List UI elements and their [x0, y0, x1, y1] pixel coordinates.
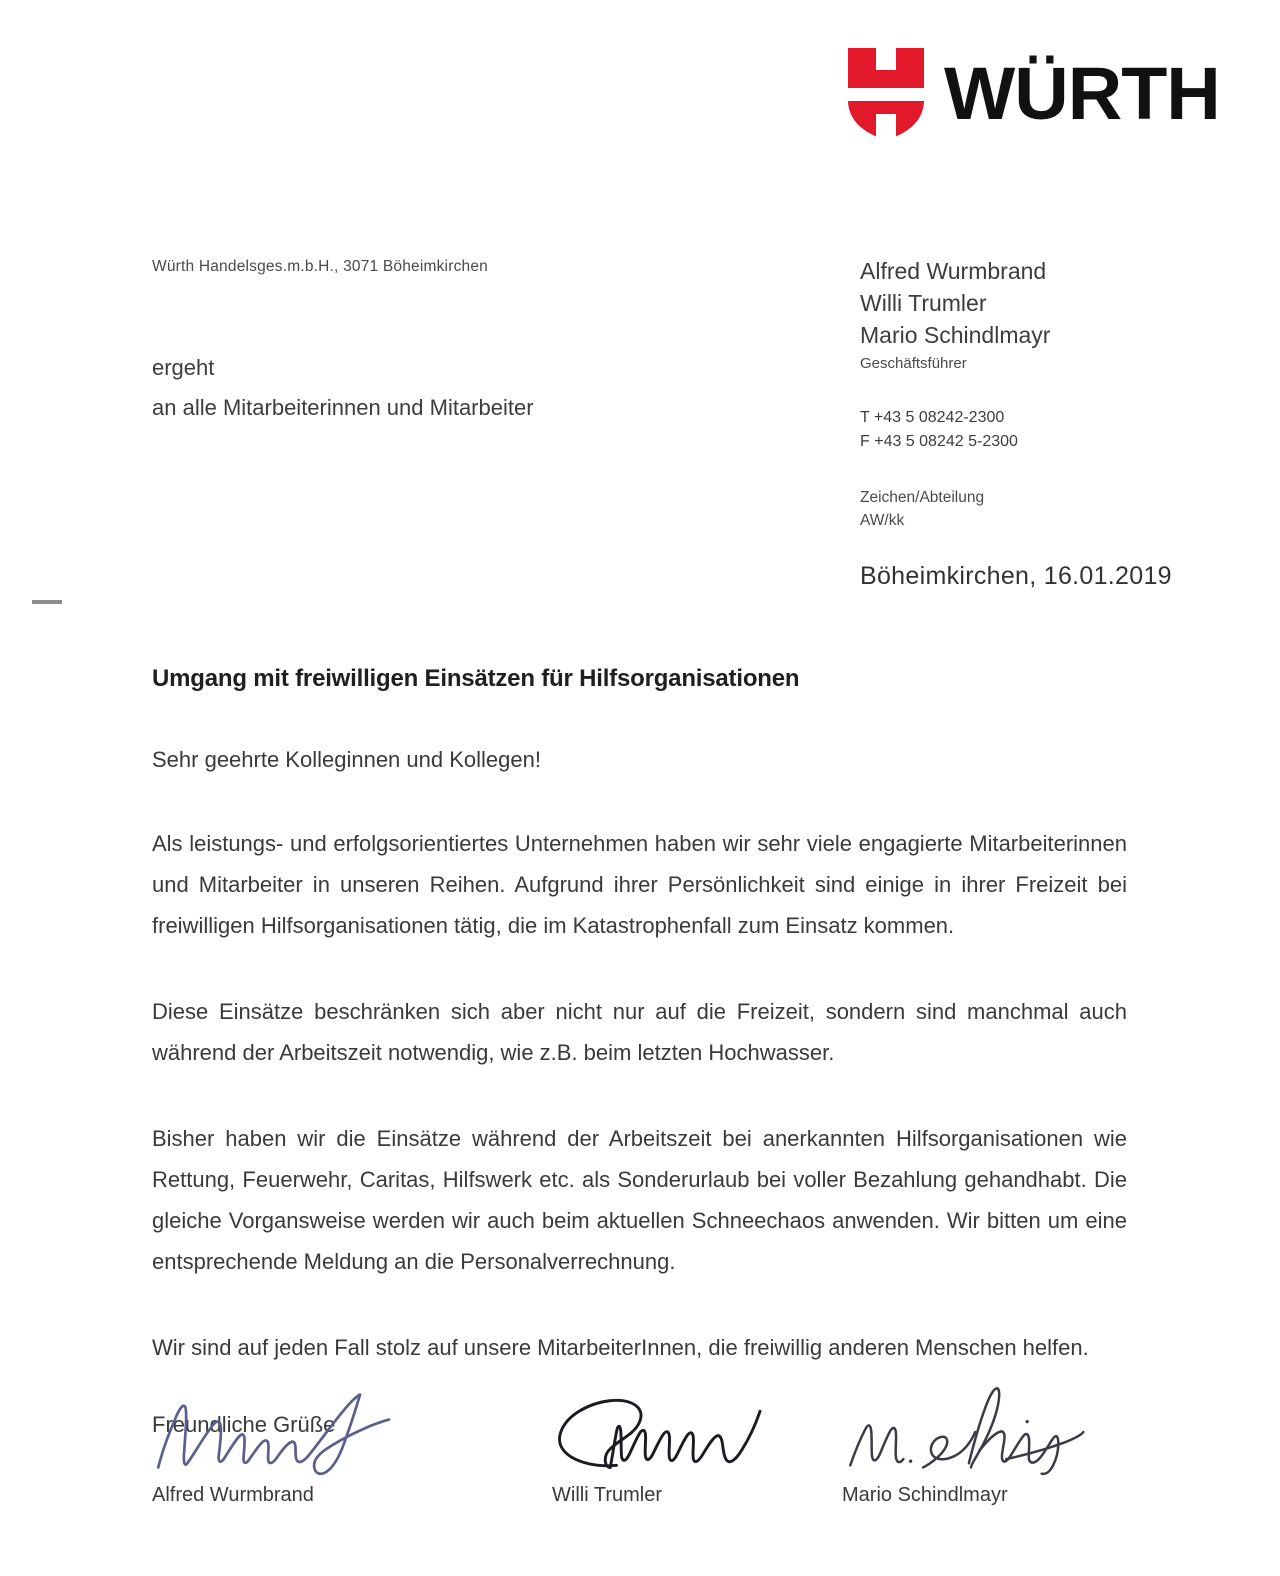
signatory-role: Geschäftsführer — [860, 355, 967, 372]
place-date: Böheimkirchen, 16.01.2019 — [860, 562, 1172, 590]
signatory-name-3: Mario Schindlmayr — [860, 322, 1051, 348]
reference-block — [860, 486, 1172, 532]
letter-body — [152, 665, 1127, 1438]
signature-mark-schindlmayr — [842, 1378, 1102, 1482]
body-paragraph-1: Als leistungs- und erfolgsorientiertes Unternehmen haben wir sehr viele engagierte Mitarbeiterinnen und Mitarbeiter in unseren Reihen. Aufgrund ihrer Persönlichkeit sind einige in ihrer Freizeit bei freiwilligen Hilfsorganisationen tätig, die im Katastrophenfall zum Einsatz kommen. — [152, 831, 1127, 938]
reference-value: AW/kk — [860, 512, 905, 529]
closing-line: Freundliche Grüße — [152, 1412, 336, 1437]
reference-label: Zeichen/Abteilung — [860, 489, 985, 506]
body-paragraph-3: Bisher haben wir die Einsätze während der Arbeitszeit bei anerkannten Hilfsorganisationen wie Rettung, Feuerwehr, Caritas, Hilfswerk etc. als Sonderurlaub bei voller Bezahlung gehandhabt. Die gleiche Vorgansweise werden wir auch beim aktuellen Schneechaos anwenden. Wir bitten um eine entsprechende Meldung an die Personalverrechnung. — [152, 1126, 1127, 1274]
wuerth-wordmark: WÜRTH — [944, 51, 1220, 135]
subject-line: Umgang mit freiwilligen Einsätzen für Hilfsorganisationen — [152, 665, 800, 692]
signature-cell-2 — [552, 1378, 882, 1507]
signature-name-2: Willi Trumler — [552, 1484, 662, 1506]
fax-line: F +43 5 08242 5-2300 — [860, 433, 1018, 450]
signature-row — [152, 1378, 1152, 1558]
signatory-name-2: Willi Trumler — [860, 290, 987, 316]
signatory-name-1: Alfred Wurmbrand — [860, 258, 1047, 284]
fold-mark — [32, 600, 62, 604]
signature-name-3: Mario Schindlmayr — [842, 1484, 1008, 1506]
signature-cell-3 — [842, 1378, 1172, 1507]
wuerth-logo — [848, 48, 1220, 140]
recipient-block — [152, 348, 534, 428]
signature-cell-1 — [152, 1378, 482, 1507]
salutation: Sehr geehrte Kolleginnen und Kollegen! — [152, 747, 541, 772]
recipient-prefix: ergeht — [152, 355, 215, 380]
phone-line: T +43 5 08242-2300 — [860, 409, 1005, 426]
body-paragraph-2: Diese Einsätze beschränken sich aber nicht nur auf die Freizeit, sondern sind manchmal auch während der Arbeitszeit notwendig, wie z.B. beim letzten Hochwasser. — [152, 999, 1127, 1065]
signature-name-1: Alfred Wurmbrand — [152, 1484, 314, 1506]
signature-mark-trumler — [552, 1378, 812, 1482]
wuerth-shield-icon — [848, 48, 924, 140]
signatory-names — [860, 255, 1172, 351]
sender-address-line: Würth Handelsges.m.b.H., 3071 Böheimkirchen — [152, 258, 488, 275]
contact-block — [860, 406, 1172, 454]
sender-info-column — [860, 255, 1172, 591]
signature-mark-wurmbrand — [152, 1378, 412, 1482]
body-paragraph-4: Wir sind auf jeden Fall stolz auf unsere MitarbeiterInnen, die freiwillig anderen Menschen helfen. — [152, 1335, 1089, 1360]
recipient-line: an alle Mitarbeiterinnen und Mitarbeiter — [152, 395, 534, 420]
